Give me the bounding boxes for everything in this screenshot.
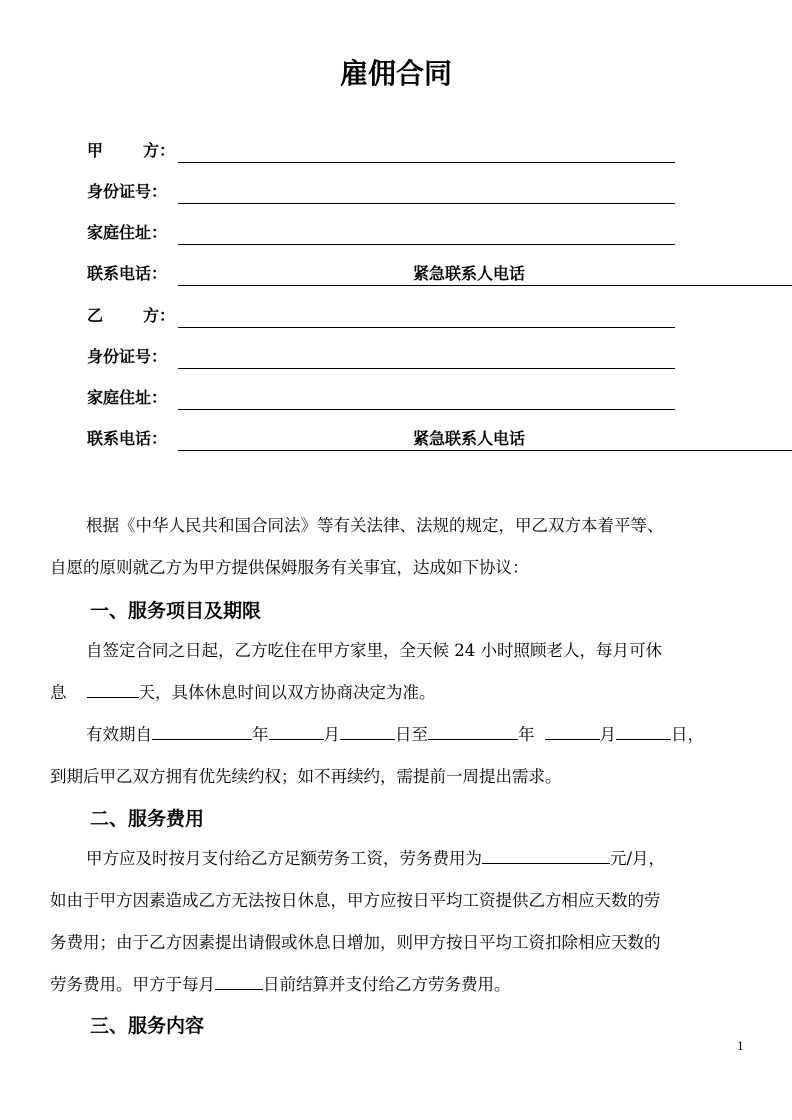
party-b-label-2: 方： <box>143 306 176 325</box>
monthly-fee-blank[interactable] <box>482 849 610 864</box>
party-b-id-field <box>87 347 607 371</box>
party-a-id-field <box>87 182 607 206</box>
document-title: 雇佣合同 <box>339 57 452 90</box>
party-a-label-2: 方： <box>143 141 176 160</box>
party-b-address-field <box>87 388 607 412</box>
party-a-name-line[interactable] <box>178 162 675 163</box>
party-b-emergency-label: 紧急联系人电话 <box>413 429 526 448</box>
section1-heading: 一、服务项目及期限 <box>90 600 262 622</box>
party-b-id-label: 身份证号： <box>87 347 168 366</box>
section2-paragraph <box>50 838 750 1006</box>
party-a-phone-label: 联系电话： <box>87 264 168 283</box>
start-month-blank[interactable] <box>269 725 324 740</box>
intro-line-2: 自愿的原则就乙方为甲方提供保姆服务有关事宜，达成如下协议： <box>50 558 529 577</box>
section2-line-4: 劳务费用。甲方于每月 日前结算并支付给乙方劳务费用。 <box>50 975 511 994</box>
section2-line-3: 务费用；由于乙方因素提出请假或休息日增加，则甲方按日平均工资扣除相应天数的 <box>50 933 661 952</box>
section2-line-1: 甲方应及时按月支付给乙方足额劳务工资，劳务费用为 元/月， <box>86 849 666 868</box>
party-b-name-line[interactable] <box>178 327 675 328</box>
intro-line-1: 根据《中华人民共和国合同法》等有关法律、法规的规定，甲乙双方本着平等、 <box>86 516 664 535</box>
page-number: 1 <box>737 1040 744 1053</box>
party-a-address-line[interactable] <box>178 244 675 245</box>
section1-line-1: 自签定合同之日起，乙方吃住在甲方家里，全天候 24 小时照顾老人，每月可休 <box>86 641 662 660</box>
start-year-blank[interactable] <box>152 725 252 740</box>
party-a-emergency-label: 紧急联系人电话 <box>413 264 526 283</box>
party-b-name-field <box>87 306 607 330</box>
party-a-id-line[interactable] <box>178 203 675 204</box>
party-a-phone-line[interactable] <box>178 285 792 286</box>
payment-day-blank[interactable] <box>215 975 263 990</box>
section2-line-2: 如由于甲方因素造成乙方无法按日休息，甲方应按日平均工资提供乙方相应天数的劳 <box>50 891 661 910</box>
intro-paragraph <box>50 505 750 589</box>
party-b-phone-field <box>87 429 747 453</box>
party-a-id-label: 身份证号： <box>87 182 168 201</box>
party-a-phone-field <box>87 264 747 288</box>
start-day-blank[interactable] <box>340 725 395 740</box>
end-day-blank[interactable] <box>616 725 671 740</box>
party-a-address-label: 家庭住址： <box>87 223 168 242</box>
section1-line-2: 息 天，具体休息时间以双方协商决定为准。 <box>50 683 436 702</box>
party-b-address-label: 家庭住址： <box>87 388 168 407</box>
party-b-address-line[interactable] <box>178 409 675 410</box>
section3-heading: 三、服务内容 <box>90 1015 205 1037</box>
party-a-address-field <box>87 223 607 247</box>
party-b-phone-label: 联系电话： <box>87 429 168 448</box>
party-a-label-1: 甲 <box>87 141 104 160</box>
party-b-label-1: 乙 <box>87 306 104 325</box>
party-b-phone-line[interactable] <box>178 450 792 451</box>
section1-paragraph <box>50 630 750 798</box>
validity-line: 有效期自 年 月 日至 年 月 日， <box>86 725 704 744</box>
party-a-name-field <box>87 141 607 165</box>
end-month-blank[interactable] <box>545 725 600 740</box>
section2-heading: 二、服务费用 <box>90 808 205 830</box>
renewal-line: 到期后甲乙双方拥有优先续约权；如不再续约，需提前一周提出需求。 <box>50 767 562 786</box>
party-b-id-line[interactable] <box>178 368 675 369</box>
end-year-blank[interactable] <box>428 725 518 740</box>
rest-days-blank[interactable] <box>87 683 139 698</box>
